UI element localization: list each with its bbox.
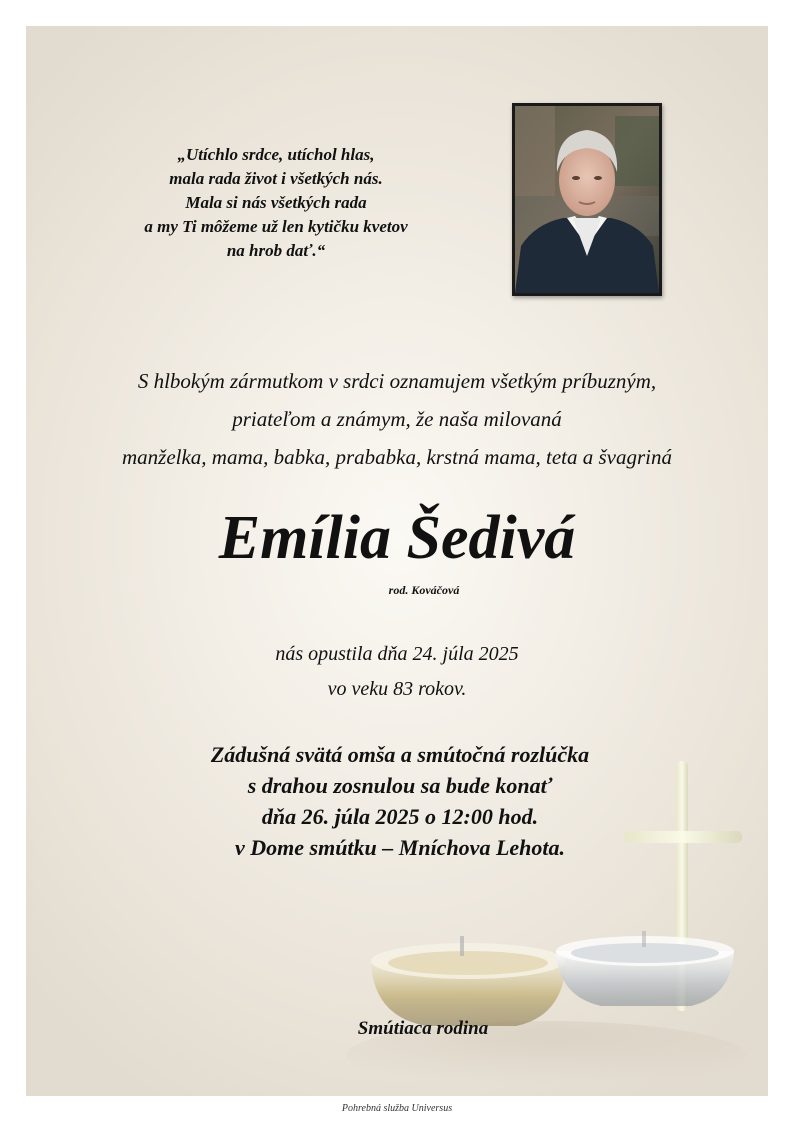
quote-line: mala rada život i všetkých nás. [169, 169, 383, 188]
portrait-photo [512, 103, 662, 296]
family-signature: Smútiaca rodina [357, 1018, 489, 1039]
quote-line: „Utíchlo srdce, utíchol hlas, [177, 145, 375, 164]
deceased-name: Emília Šedivá [218, 504, 576, 572]
quote-line: Mala si nás všetkých rada [185, 193, 367, 212]
maiden-name: rod. Kováčová [388, 583, 460, 597]
ceremony-info [130, 739, 670, 863]
announcement-text [26, 362, 768, 476]
announcement-line: S hlbokým zármutkom v srdci oznamujem všetkým príbuzným, [137, 369, 657, 393]
announcement-line: priateľom a známym, že naša milovaná [232, 407, 562, 431]
ceremony-line: v Dome smútku – Mníchova Lehota. [234, 835, 565, 860]
death-line: vo veku 83 rokov. [327, 678, 467, 700]
announcement-line: manželka, mama, babka, prababka, krstná mama, teta a švagriná [121, 445, 673, 469]
death-line: nás opustila dňa 24. júla 2025 [275, 643, 519, 665]
ceremony-line: dňa 26. júla 2025 o 12:00 hod. [261, 804, 539, 829]
funeral-service-credit: Pohrebná služba Universus [341, 1103, 453, 1114]
quote-line: a my Ti môžeme už len kytičku kvetov [144, 217, 408, 236]
ceremony-line: s drahou zosnulou sa bude konať [247, 773, 553, 798]
death-info [0, 637, 794, 707]
quote-line: na hrob dať.“ [226, 241, 326, 260]
obituary-card [26, 26, 768, 1096]
memorial-quote [66, 143, 486, 263]
portrait-image [515, 106, 659, 293]
ceremony-line: Zádušná svätá omša a smútočná rozlúčka [210, 742, 590, 767]
